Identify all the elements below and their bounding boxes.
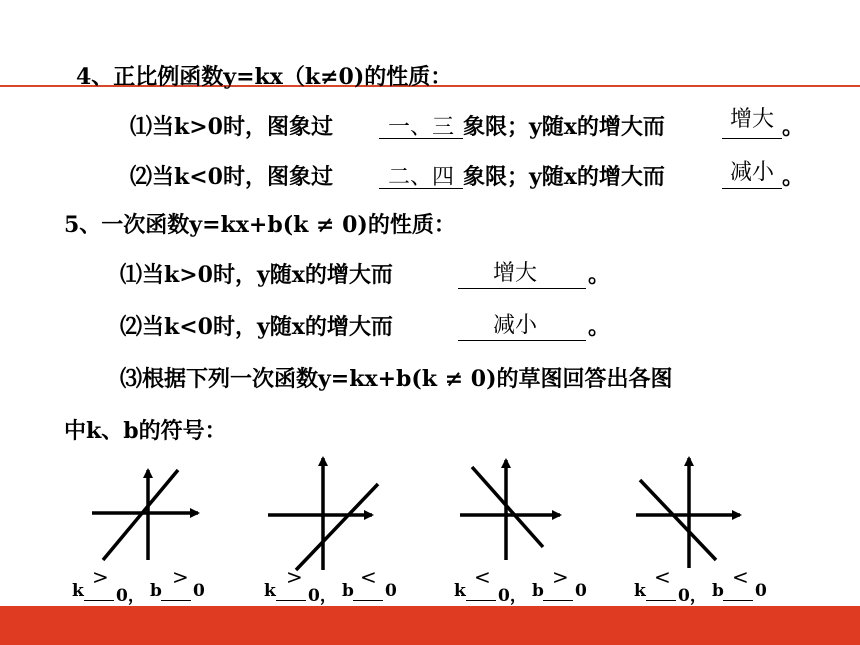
section-5-heading: 5、一次函数y=kx+b(k ≠ 0)的性质： xyxy=(64,212,456,238)
answer-4-2-quadrants: 二、四 xyxy=(387,165,454,190)
prop-4-2-end: 。 xyxy=(782,164,805,190)
b-zero-4: 0 xyxy=(755,581,767,601)
prop-5-2-end: 。 xyxy=(588,314,611,340)
section-4-heading: 4、正比例函数y=kx（k≠0)的性质： xyxy=(76,64,453,90)
b-label-3: b xyxy=(532,581,544,601)
k-sign-4: < xyxy=(654,565,671,589)
k-label-1: k xyxy=(72,581,84,601)
prop-4-2-middle: 象限；y随x的增大而 xyxy=(463,164,665,190)
prop-4-1-prefix: ⑴当k>0时，图象过 xyxy=(130,114,333,140)
k-zero-3: 0， xyxy=(498,586,527,606)
k-zero-4: 0， xyxy=(678,586,707,606)
b-zero-1: 0 xyxy=(193,581,205,601)
graph-1-k-pos-b-pos xyxy=(92,470,198,560)
k-zero-1: 0， xyxy=(116,586,145,606)
b-sign-1: > xyxy=(172,565,189,589)
answer-4-1-quadrants: 一、三 xyxy=(387,115,454,140)
answer-5-2: 减小 xyxy=(492,313,537,338)
prop-5-2-prefix: ⑵当k<0时，y随x的增大而 xyxy=(120,314,393,340)
answer-4-2-trend: 减小 xyxy=(729,160,774,185)
k-label-4: k xyxy=(634,581,646,601)
b-label-2: b xyxy=(342,581,354,601)
b-label-1: b xyxy=(150,581,162,601)
b-sign-2: < xyxy=(360,565,377,589)
k-sign-2: > xyxy=(286,565,303,589)
b-zero-2: 0 xyxy=(385,581,397,601)
prop-5-3-line2: 中k、b的符号： xyxy=(64,418,227,444)
k-zero-2: 0， xyxy=(308,586,337,606)
k-sign-3: < xyxy=(474,565,491,589)
b-zero-3: 0 xyxy=(575,581,587,601)
answer-5-1: 增大 xyxy=(492,261,537,286)
b-label-4: b xyxy=(712,581,724,601)
prop-4-1-end: 。 xyxy=(782,114,805,140)
prop-4-2-prefix: ⑵当k<0时，图象过 xyxy=(130,164,333,190)
prop-5-1-end: 。 xyxy=(588,262,611,288)
prop-4-1-middle: 象限；y随x的增大而 xyxy=(463,114,665,140)
graph-2-k-pos-b-neg xyxy=(268,458,378,570)
graph-3-k-neg-b-pos xyxy=(460,460,560,560)
k-label-2: k xyxy=(264,581,276,601)
answer-4-1-trend: 增大 xyxy=(729,107,774,132)
k-sign-1: > xyxy=(92,565,109,589)
k-label-3: k xyxy=(454,581,466,601)
b-sign-4: < xyxy=(732,565,749,589)
prop-5-3-line1: ⑶根据下列一次函数y=kx+b(k ≠ 0)的草图回答出各图 xyxy=(120,366,673,392)
footer-bar xyxy=(0,606,860,645)
b-sign-3: > xyxy=(552,565,569,589)
graph-4-k-neg-b-neg xyxy=(636,458,740,568)
prop-5-1-prefix: ⑴当k>0时，y随x的增大而 xyxy=(120,262,393,288)
